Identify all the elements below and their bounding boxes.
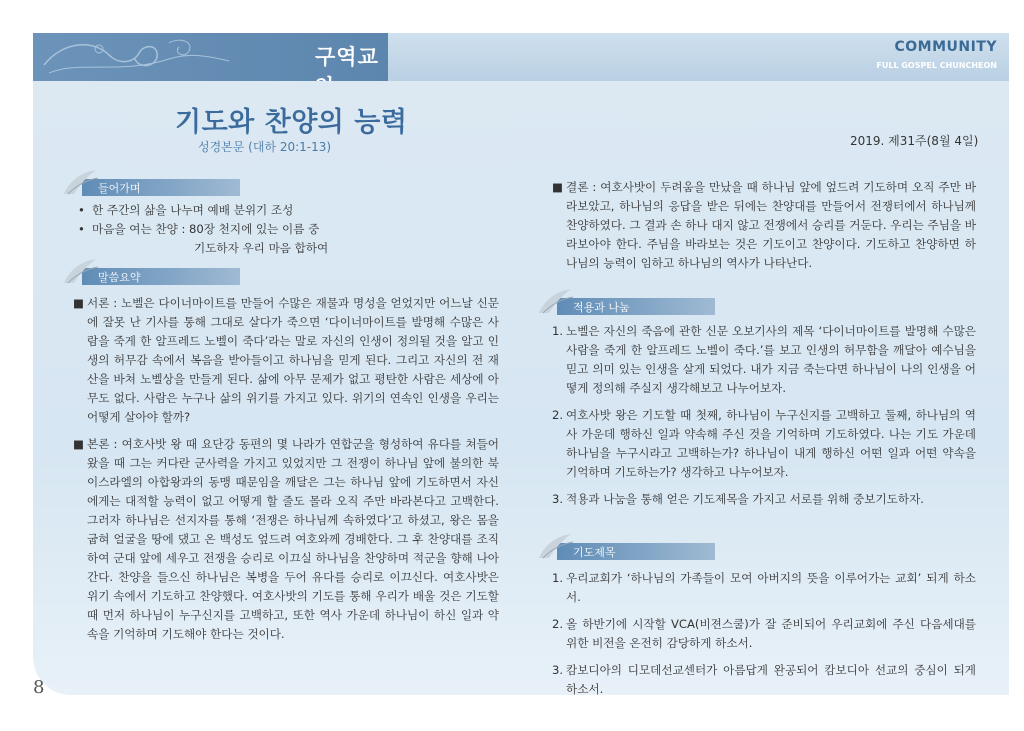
bullet: ■ [552,180,563,194]
summary-left [73,294,499,644]
summary-body-text: 본론 : 여호사밧 왕 때 요단강 동편의 몇 나라가 연합군을 형성하여 유다를 쳐들어왔을 때 그는 커다란 군사력을 가지고 있었지만 그 전쟁이 하나님 앞에 불의한 북이스라엘의 아합왕과의 동맹 때문임을 깨달은 그는 하나님 앞에 기도하면서 자신에게는 대적할 능력이 없고 어떻게 할 줄도 몰라 오직 주만 바라본다고 고백한다. 그러자 하나님은 선지자를 통해 ‘전쟁은 하나님께 속하였다’고 하셨고, 왕은 몸을 굽혀 얼굴을 땅에 댔고 온 백성도 엎드려 여호와께 경배한다. 그 후 찬양대를 조직하여 군대 앞에 세우고 전쟁을 승리로 이끄실 하나님을 찬양하며 적군을 향해 나아간다. 찬양을 들으신 하나님은 복병을 두어 유다를 승리로 이끄신다. 여호사밧은 위기 속에서 기도하고 찬양했다. 여호사밧의 기도를 통해 우리가 배울 것은 기도할 때 먼저 하나님이 누구신지를 고백하고, 또한 역사 가운데 하나님이 하신 일과 약속을 기억하며 기도해야 한다는 것이다. [87,437,499,641]
application-list [552,322,976,509]
prayer-list [552,569,976,699]
list-item [552,490,976,509]
bullet: • [78,222,85,236]
section-summary-label: 말씀요약 [98,271,141,284]
section-application-label: 적용과 나눔 [573,301,630,314]
header-title: 구역교 [315,45,379,69]
lesson-title: 기도와 찬양의 능력 [175,107,408,138]
bullet: ■ [73,437,84,451]
application-item-text: 적용과 나눔을 통해 얻은 기도제목을 가지고 서로를 위해 중보기도하자. [566,492,924,506]
prayer-item-text: 올 하반기에 시작할 VCA(비젼스쿨)가 잘 준비되어 우리교회에 주신 다음세대를 위한 비전을 온전히 감당하게 하소서. [566,617,976,650]
list-item [552,569,976,607]
prayer-item-text: 캄보디아의 디모데선교센터가 아름답게 완공되어 캄보디아 선교의 중심이 되게 하소서. [566,663,976,696]
swirl-ornament-icon [39,35,239,79]
item-number: 1. [552,324,564,338]
section-prayer-heading [535,540,725,560]
list-item [552,615,976,653]
summary-paragraph [73,435,499,644]
intro-continuation: 기도하자 우리 마음 합하여 [194,241,329,255]
section-intro-label: 들어가며 [98,182,141,195]
list-item [552,322,976,398]
list-item [552,661,976,699]
section-application-heading [535,295,725,315]
item-number: 2. [552,408,564,422]
prayer-item-text: 우리교회가 ‘하나님의 가족들이 모여 아버지의 뜻을 이루어가는 교회’ 되게 하소서. [566,571,976,604]
summary-paragraph [552,178,976,273]
intro-list [78,201,498,258]
list-item [78,220,498,239]
section-prayer-label: 기도제목 [573,546,616,559]
application-item-text: 노벨은 자신의 죽음에 관한 신문 오보기사의 제목 ‘다이너마이트를 발명해 수많은 사람을 죽게 한 알프레드 노벨이 죽다.’를 보고 인생의 허무함을 깨달아 예수님을 믿고 의미 있는 인생을 살게 되었다. 내가 지금 죽는다면 하나님이 나의 인생을 어떻게 정의해 주실지 생각해보고 나누어보자. [566,324,976,395]
leaf-icon [535,530,575,560]
item-number: 2. [552,617,564,631]
intro-item-text: 마음을 여는 찬양 : 80장 천지에 있는 이름 중 [92,222,320,236]
list-item [552,406,976,482]
summary-right [552,178,976,273]
brand-community: COMMUNITY [894,39,997,55]
item-number: 3. [552,492,564,506]
leaf-icon [535,285,575,315]
leaf-icon [60,166,100,196]
bullet: • [78,203,85,217]
lesson-date: 2019. 제31주(8월 4일) [850,134,979,148]
page-header [33,33,1009,81]
item-number: 1. [552,571,564,585]
scripture-reference: 성경본문 (대하 20:1-13) [198,140,332,154]
bullet: ■ [73,296,84,310]
application-item-text: 여호사밧 왕은 기도할 때 첫째, 하나님이 누구신지를 고백하고 둘째, 하나님의 역사 가운데 행하신 일과 약속해 주신 것을 기억하며 기도하였다. 나는 기도 가운데 하나님을 누구시라고 고백하는가? 하나님이 내게 행하신 어떤 일과 어떤 약속을 기억하며 기도하는가? 생각하고 나누어보자. [566,408,976,479]
list-item [78,201,498,220]
header-brand [876,39,997,70]
item-number: 3. [552,663,564,677]
header-title-band [33,33,388,81]
section-summary-heading [60,265,250,285]
summary-intro-text: 서론 : 노벨은 다이너마이트를 만들어 수많은 재물과 명성을 얻었지만 어느날 신문에 잘못 난 기사를 통해 그대로 살다가 죽으면 ‘다이너마이트를 발명해 수많은 사람을 죽게 한 알프레드 노벨이 죽다’라는 말로 자신의 인생이 정의될 것을 알고 인생의 허무감 속에서 복음을 받아들이고 하나님을 믿게 된다. 그리고 자신의 전 재산을 바쳐 노벨상을 만들게 된다. 삶에 아무 문제가 없고 평탄한 사람은 세상에 아무도 없다. 사람은 누구나 삶의 위기를 가지고 있다. 위기의 연속인 인생을 우리는 어떻게 살아야 할까? [87,296,499,424]
intro-item-text: 한 주간의 삶을 나누며 예배 분위기 조성 [92,203,294,217]
summary-paragraph [73,294,499,427]
section-intro-heading [60,176,250,196]
brand-church-name: FULL GOSPEL CHUNCHEON [876,61,997,70]
leaf-icon [60,255,100,285]
page-number: 8 [33,677,45,698]
summary-conclusion-text: 결론 : 여호사밧이 두려움을 만났을 때 하나님 앞에 엎드려 기도하며 오직 주만 바라보았고, 하나님의 응답을 받은 뒤에는 찬양대를 만들어서 전쟁터에서 하나님께 찬양하였다. 그 결과 손 하나 대지 않고 전쟁에서 승리를 거둔다. 우리는 주님을 바라보아야 한다. 주님을 바라보는 것은 기도이고 찬양이다. 기도하고 찬양하면 하나님의 능력이 임하고 하나님의 역사가 나타난다. [566,180,976,270]
